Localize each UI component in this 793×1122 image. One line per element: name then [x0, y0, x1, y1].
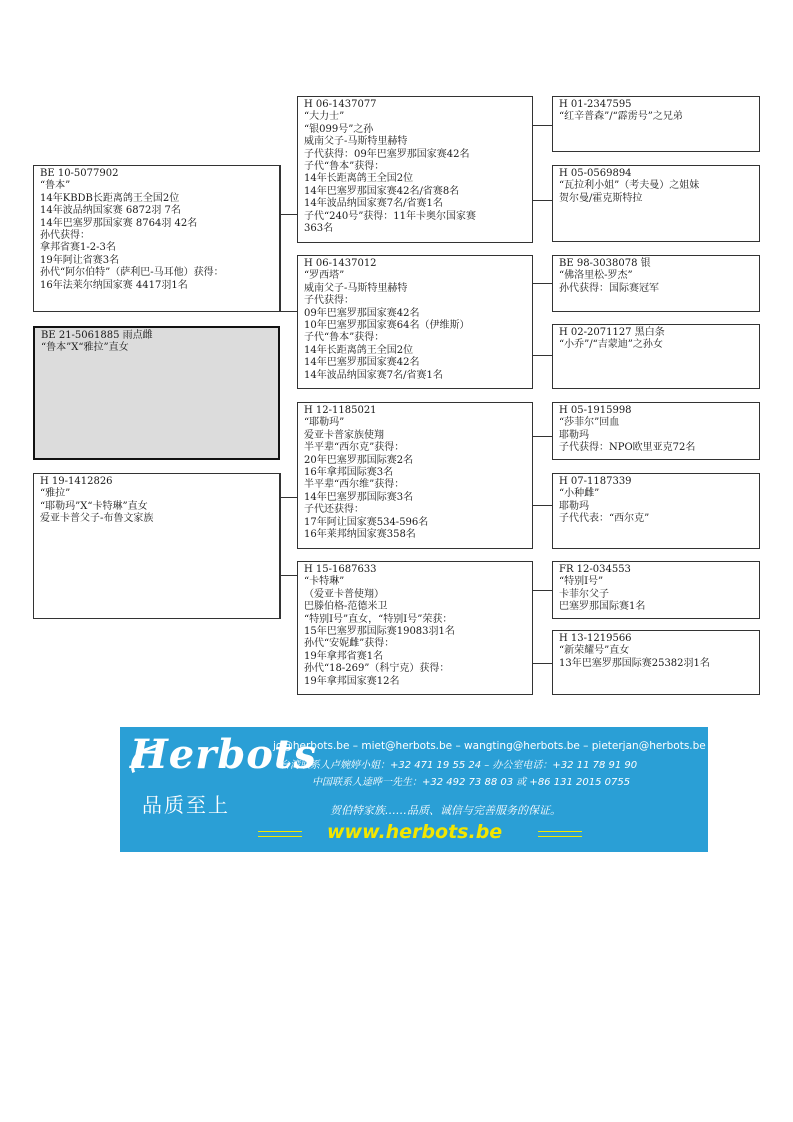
sire-sire-line: 子代“240号”获得：11年卡奥尔国家赛: [304, 210, 477, 222]
great-grandparent-line: H 07-1187339: [559, 476, 632, 487]
dam-dam-line: 15年巴塞罗那国际赛19083羽1名: [304, 626, 455, 638]
great-grandparent-line: 耶勒玛: [559, 429, 589, 441]
sire-sire-line: H 06-1437077: [304, 99, 377, 110]
sire-dam-line: 威南父子-马斯特里赫特: [304, 282, 408, 294]
slogan: 品质至上: [142, 793, 230, 817]
dam-sire-line: H 12-1185021: [304, 405, 377, 416]
connector-line: [533, 125, 552, 126]
great-grandparent-line: H 01-2347595: [559, 99, 632, 110]
great-grandparent-line: H 05-1915998: [559, 405, 632, 416]
great-grandparent-box: [552, 96, 760, 152]
sire-line: 14年波品纳国家赛 6872羽 7名: [40, 205, 181, 217]
dam-sire-line: 14年巴塞罗那国际赛3名: [304, 491, 414, 503]
dam-dam-line: 巴滕伯格-范德米卫: [304, 601, 388, 613]
herbots-banner: [120, 727, 708, 852]
subject-line: “鲁本”X“雅拉”直女: [41, 342, 129, 354]
contact-emails[interactable]: jo@herbots.be – miet@herbots.be – wangting@herbots.be – pieterjan@herbots.be: [273, 740, 706, 752]
sire-line: 孙代获得：: [40, 230, 90, 242]
great-grandparent-box: [552, 165, 760, 242]
sire-line: 19年阿让省赛3名: [40, 254, 120, 266]
dam-box: [33, 473, 280, 619]
sire-line: 14年巴塞罗那国家赛 8764羽 42名: [40, 217, 198, 229]
dam-sire-box: [297, 402, 533, 549]
dam-line: 爱亚卡普父子-布鲁文家族: [40, 513, 154, 525]
great-grandparent-line: “小乔”/“吉蒙迪”之孙女: [559, 339, 663, 351]
sire-sire-line: 子代“鲁本”获得：: [304, 161, 385, 173]
website-link[interactable]: www.herbots.be: [327, 821, 503, 843]
sire-line: 16年法莱尔纳国家赛 4417羽1名: [40, 279, 188, 291]
great-grandparent-line: BE 98-3038078 银: [559, 258, 651, 269]
sire-sire-line: 363名: [304, 223, 334, 235]
connector-line: [533, 505, 552, 506]
sire-dam-line: 14年巴塞罗那国家赛42名: [304, 357, 420, 369]
great-grandparent-box: [552, 255, 760, 312]
dam-dam-line: “卡特琳”: [304, 576, 345, 588]
connector-line: [280, 473, 281, 619]
subject-box: [33, 326, 280, 460]
great-grandparent-line: 耶勒玛: [559, 500, 589, 512]
sire-dam-box: [297, 255, 533, 389]
dam-sire-line: 16年莱邦纳国家赛358名: [304, 529, 416, 541]
great-grandparent-line: 贺尔曼/霍克斯特拉: [559, 192, 643, 204]
great-grandparent-box: [552, 324, 760, 389]
sire-line: BE 10-5077902: [40, 168, 119, 179]
sire-dam-line: 14年长距离鸽王全国2位: [304, 344, 414, 356]
sire-line: 14年KBDB长距离鸽王全国2位: [40, 192, 180, 204]
sire-dam-line: 10年巴塞罗那国家赛64名（伊维斯）: [304, 320, 470, 332]
sire-dam-line: 子代“鲁本”获得：: [304, 332, 385, 344]
sire-sire-line: 14年巴塞罗那国家赛42名/省赛8名: [304, 185, 460, 197]
connector-line: [533, 663, 552, 664]
great-grandparent-line: 孙代获得：国际赛冠军: [559, 282, 659, 294]
sire-dam-line: H 06-1437012: [304, 258, 377, 269]
sire-line: 拿邦省赛1-2-3名: [40, 242, 116, 254]
great-grandparent-line: “新荣耀号”直女: [559, 645, 630, 657]
dam-sire-line: “耶勒玛”: [304, 417, 345, 429]
great-grandparent-box: [552, 473, 760, 549]
sire-box: [33, 165, 280, 312]
contact-taiwan: 台湾联系人卢婉婷小姐：+32 471 19 55 24 – 办公室电话：+32 11 78 91 90: [280, 760, 638, 771]
connector-line: [533, 200, 552, 201]
dam-dam-line: 孙代“18-269”（科宁克）获得：: [304, 663, 450, 675]
great-grandparent-box: [552, 402, 760, 460]
connector-line: [280, 165, 281, 311]
connector-line: [533, 590, 552, 591]
contact-china: 中国联系人逵晔一先生：+32 492 73 88 03 或 +86 131 2015 0755: [312, 777, 631, 788]
great-grandparent-line: H 13-1219566: [559, 633, 632, 644]
dam-line: “耶勒玛”X“卡特琳”直女: [40, 500, 148, 512]
great-grandparent-line: “红辛普森”/“霹雳号”之兄弟: [559, 111, 683, 123]
sire-dam-line: 子代获得：: [304, 295, 354, 307]
sire-sire-line: 14年波品纳国家赛7名/省赛1名: [304, 198, 443, 210]
sire-sire-line: 威南父子-马斯特里赫特: [304, 136, 408, 148]
connector-line: [533, 283, 552, 284]
dam-dam-line: H 15-1687633: [304, 564, 377, 575]
sire-dam-line: 09年巴塞罗那国家赛42名: [304, 307, 420, 319]
tagline: 贺伯特家族……品质、诚信与完善服务的保证。: [330, 804, 561, 817]
great-grandparent-line: “特别Ⅰ号”: [559, 576, 604, 588]
sire-sire-line: “大力士”: [304, 111, 345, 123]
dam-dam-line: （爱亚卡普使翔）: [304, 588, 384, 600]
sire-sire-line: “银099号”之孙: [304, 123, 374, 135]
sire-dam-line: 14年波品纳国家赛7名/省赛1名: [304, 369, 443, 381]
decorative-line-right: [538, 831, 582, 837]
great-grandparent-line: “小种雌”: [559, 488, 600, 500]
great-grandparent-line: “瓦拉利小姐”（考夫曼）之姐妹: [559, 180, 700, 192]
dam-dam-line: 19年拿邦国家赛12名: [304, 675, 400, 687]
great-grandparent-line: 子代获得：NPO欧里亚克72名: [559, 442, 696, 454]
sire-sire-line: 子代获得：09年巴塞罗那国家赛42名: [304, 148, 470, 160]
dam-sire-line: 半平辈“西尔维”获得：: [304, 479, 405, 491]
great-grandparent-line: “佛洛里松-罗杰”: [559, 270, 633, 282]
connector-line: [280, 311, 297, 312]
dam-dam-line: 孙代“安妮雌”获得：: [304, 638, 395, 650]
dam-sire-line: 爱亚卡普家族使翔: [304, 429, 384, 441]
herbots-logo: Herbots: [130, 731, 317, 778]
great-grandparent-line: H 02-2071127 黑白条: [559, 327, 665, 338]
great-grandparent-line: “莎菲尔”回血: [559, 417, 620, 429]
connector-line: [533, 355, 552, 356]
great-grandparent-line: H 05-0569894: [559, 168, 632, 179]
great-grandparent-line: 子代代表：“西尔克”: [559, 513, 650, 525]
sire-sire-line: 14年长距离鸽王全国2位: [304, 173, 414, 185]
dam-sire-line: 子代还获得：: [304, 504, 364, 516]
sire-dam-line: “罗西塔”: [304, 270, 345, 282]
connector-line: [280, 575, 297, 576]
great-grandparent-box: [552, 561, 760, 619]
subject-line: BE 21-5061885 雨点雌: [41, 330, 153, 341]
connector-line: [280, 497, 297, 498]
sire-line: 孙代“阿尔伯特”（萨利巴-马耳他）获得：: [40, 267, 224, 279]
great-grandparent-line: 巴塞罗那国际赛1名: [559, 601, 646, 613]
dam-line: H 19-1412826: [40, 476, 113, 487]
dam-dam-line: “特别Ⅰ号”直女，“特别Ⅰ号”荣获：: [304, 613, 453, 625]
dam-sire-line: 16年拿邦国际赛3名: [304, 467, 394, 479]
sire-line: “鲁本”: [40, 180, 71, 192]
great-grandparent-line: 卡菲尔父子: [559, 588, 609, 600]
dam-sire-line: 17年阿让国家赛534-596名: [304, 516, 429, 528]
dam-dam-line: 19年拿邦省赛1名: [304, 650, 384, 662]
great-grandparent-box: [552, 630, 760, 695]
dam-sire-line: 20年巴塞罗那国际赛2名: [304, 454, 414, 466]
dam-dam-box: [297, 561, 533, 695]
dam-sire-line: 半平辈“西尔克”获得：: [304, 442, 405, 454]
dam-line: “雅拉”: [40, 488, 71, 500]
great-grandparent-line: 13年巴塞罗那国际赛25382羽1名: [559, 657, 710, 669]
decorative-line-left: [258, 831, 302, 837]
connector-line: [533, 436, 552, 437]
connector-line: [280, 214, 297, 215]
sire-sire-box: [297, 96, 533, 243]
great-grandparent-line: FR 12-034553: [559, 564, 631, 575]
